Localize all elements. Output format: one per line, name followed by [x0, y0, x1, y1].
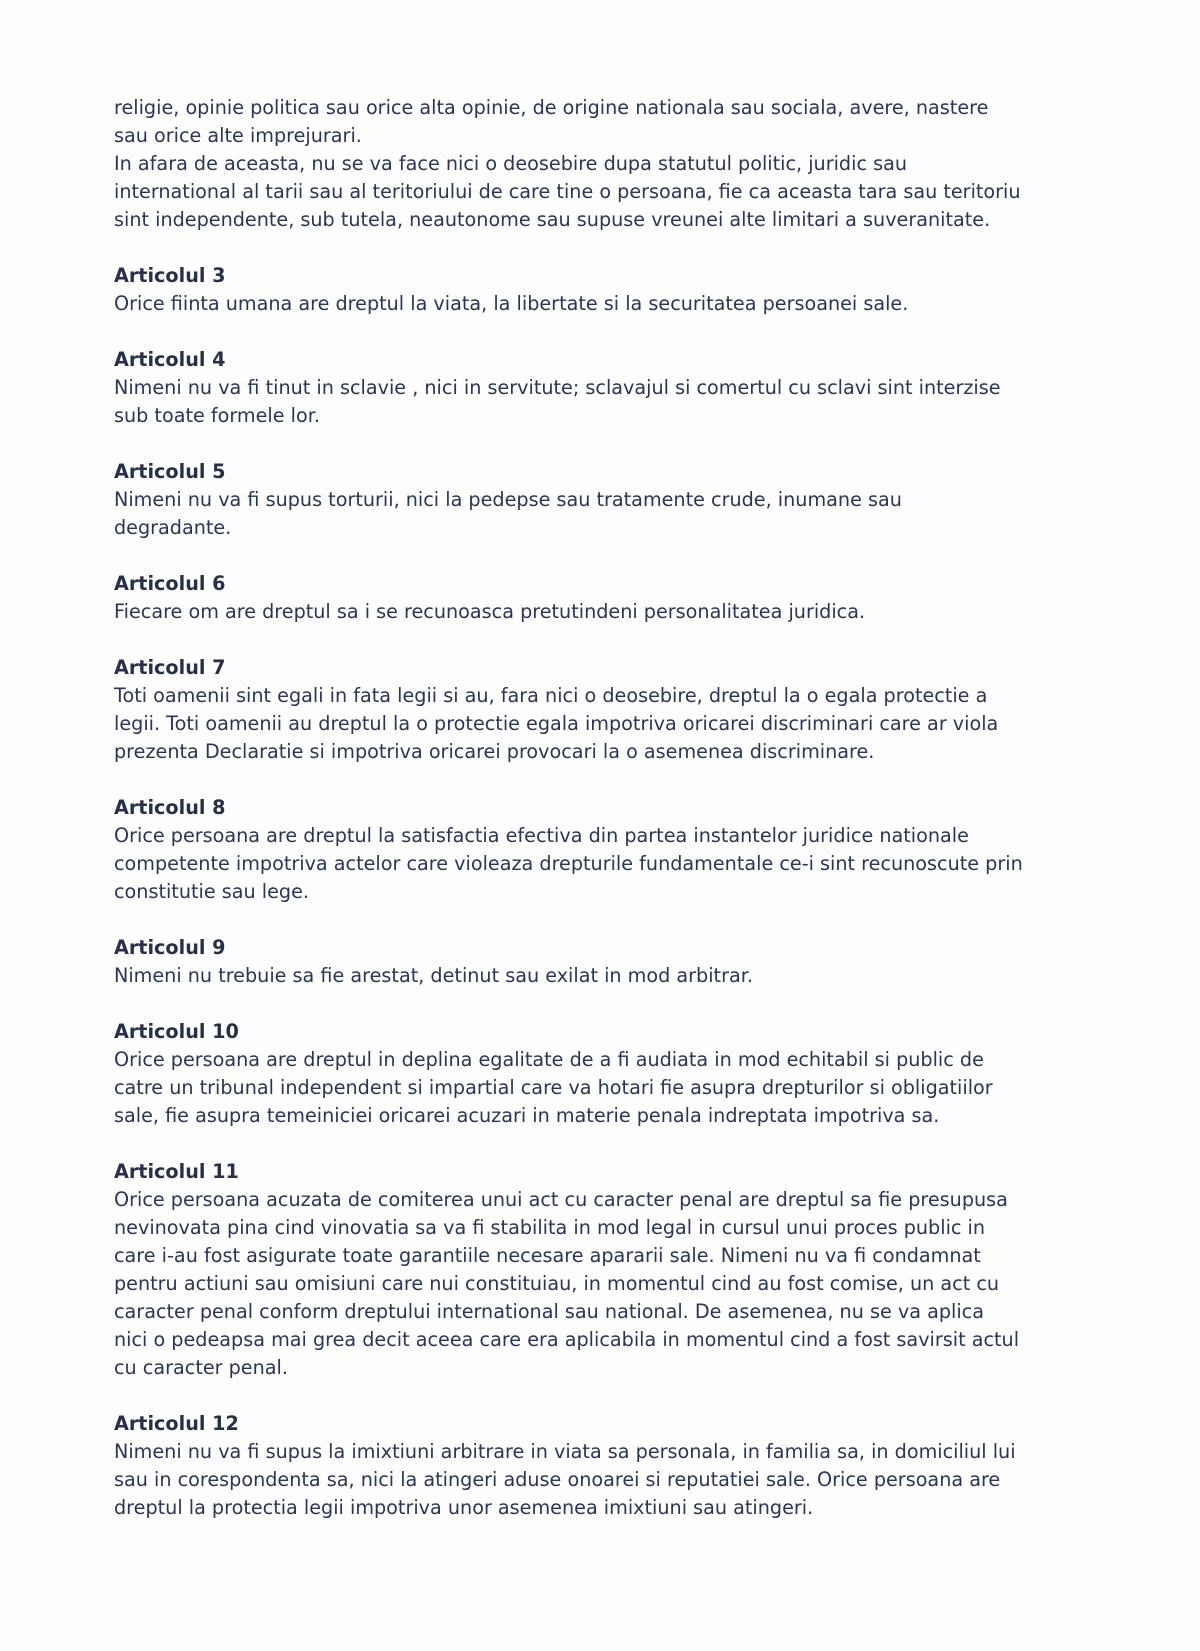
article-body: Orice persoana are dreptul in deplina egalitate de a fi audiata in mod echitabil si public de catre un tribunal independent si impartial care va hotari fie asupra drepturilor si obligatiilor sale, fie asupra temeiniciei oricarei acuzari in materie penala indreptata impotriva sa.	[114, 1048, 993, 1127]
article-title: Articolul 4	[114, 348, 226, 371]
article-body: Orice persoana acuzata de comiterea unui act cu caracter penal are dreptul sa fie presupusa nevinovata pina cind vinovatia sa va fi stabilita in mod legal in cursul unui proces public in care i-au fost asigurate toate garantiile necesare apararii sale. Nimeni nu va fi condamnat pentru actiuni sau omisiuni care nui constituiau, in momentul cind au fost comise, un act cu caracter penal conform dreptului international sau national. De asemenea, nu se va aplica nici o pedeapsa mai grea decit aceea care era aplicabila in momentul cind a fost savirsit actul cu caracter penal.	[114, 1188, 1020, 1379]
article-8	[114, 794, 1114, 906]
article-title: Articolul 10	[114, 1020, 239, 1043]
article-3	[114, 262, 1114, 318]
article-title: Articolul 8	[114, 796, 226, 819]
article-7	[114, 654, 1114, 766]
article-body: Toti oamenii sint egali in fata legii si au, fara nici o deosebire, dreptul la o egala protectie a legii. Toti oamenii au dreptul la o protectie egala impotriva oricarei discriminari care ar viola prezenta Declaratie si impotriva oricarei provocari la o asemenea discriminare.	[114, 684, 999, 763]
article-10	[114, 1018, 1114, 1130]
intro-paragraph-2: In afara de aceasta, nu se va face nici o deosebire dupa statutul politic, juridic sau international al tarii sau al teritoriului de care tine o persoana, fie ca aceasta tara sau teritoriu sint independente, sub tutela, neautonome sau supuse vreunei alte limitari a suveranitate.	[114, 152, 1021, 231]
article-title: Articolul 3	[114, 264, 226, 287]
article-title: Articolul 9	[114, 936, 226, 959]
article-title: Articolul 5	[114, 460, 226, 483]
article-body: Nimeni nu va fi tinut in sclavie , nici in servitute; sclavajul si comertul cu sclavi sint interzise sub toate formele lor.	[114, 376, 1001, 427]
article-body: Nimeni nu trebuie sa fie arestat, detinut sau exilat in mod arbitrar.	[114, 964, 753, 987]
article-title: Articolul 7	[114, 656, 226, 679]
article-body: Orice fiinta umana are dreptul la viata, la libertate si la securitatea persoanei sale.	[114, 292, 909, 315]
article-body: Nimeni nu va fi supus la imixtiuni arbitrare in viata sa personala, in familia sa, in domiciliul lui sau in corespondenta sa, nici la atingeri aduse onoarei si reputatiei sale. Orice persoana are dreptul la protectia legii impotriva unor asemenea imixtiuni sau atingeri.	[114, 1440, 1016, 1519]
article-12	[114, 1410, 1114, 1522]
article-11	[114, 1158, 1114, 1382]
article-body: Fiecare om are dreptul sa i se recunoasca pretutindeni personalitatea juridica.	[114, 600, 866, 623]
article-title: Articolul 12	[114, 1412, 239, 1435]
document-content	[114, 94, 1114, 1522]
article-title: Articolul 6	[114, 572, 226, 595]
article-body: Orice persoana are dreptul la satisfactia efectiva din partea instantelor juridice nationale competente impotriva actelor care violeaza drepturile fundamentale ce-i sint recunoscute prin constitutie sau lege.	[114, 824, 1023, 903]
intro-paragraph-1: religie, opinie politica sau orice alta opinie, de origine nationala sau sociala, avere, nastere sau orice alte imprejurari.	[114, 96, 989, 147]
article-title: Articolul 11	[114, 1160, 239, 1183]
article-9	[114, 934, 1114, 990]
article-4	[114, 346, 1114, 430]
article-5	[114, 458, 1114, 542]
article-6	[114, 570, 1114, 626]
article-body: Nimeni nu va fi supus torturii, nici la pedepse sau tratamente crude, inumane sau degradante.	[114, 488, 902, 539]
